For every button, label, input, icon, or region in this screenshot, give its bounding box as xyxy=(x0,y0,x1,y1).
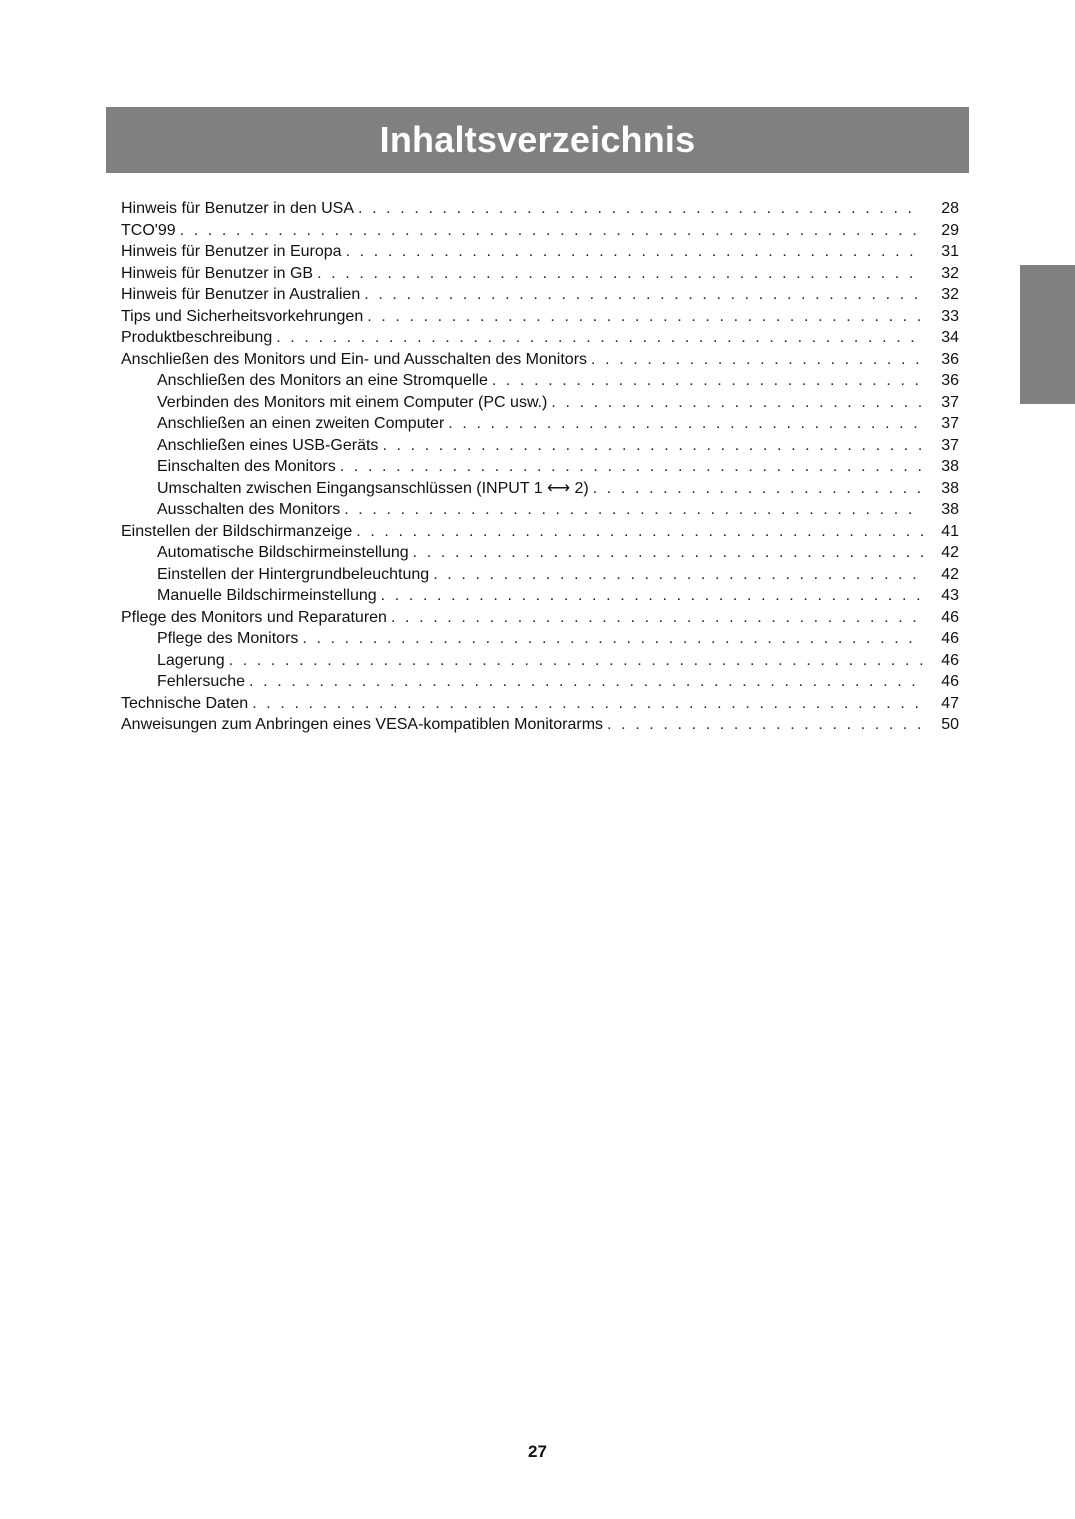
toc-entry-title: Hinweis für Benutzer in Australien xyxy=(121,286,361,303)
toc-entry-page: 37 xyxy=(941,415,959,432)
toc-entry[interactable] xyxy=(121,564,959,586)
toc-entry-page: 28 xyxy=(941,200,959,217)
toc-entry-title: Pflege des Monitors und Reparaturen xyxy=(121,608,387,626)
toc-entry-page: 36 xyxy=(941,350,959,368)
toc-entry-title: Produktbeschreibung xyxy=(121,329,273,346)
dot-leader xyxy=(448,413,923,435)
toc-entry-page: 46 xyxy=(941,673,959,690)
toc-entry-page: 42 xyxy=(941,565,959,583)
toc-entry-page: 32 xyxy=(941,264,959,282)
dot-leader xyxy=(358,198,923,220)
toc-entry-title: Fehlersuche xyxy=(157,673,246,690)
toc-entry-title: Anschließen des Monitors an eine Stromquelle xyxy=(157,372,488,389)
toc-entry-title: Anschließen des Monitors und Ein- und Ausschalten des Monitors xyxy=(121,350,588,368)
toc-entry[interactable] xyxy=(121,585,959,607)
dot-leader xyxy=(367,306,923,328)
toc-entry-page: 37 xyxy=(941,436,959,454)
toc-entry[interactable] xyxy=(121,370,959,392)
toc-entry[interactable] xyxy=(121,714,959,736)
toc-entry-title: Technische Daten xyxy=(121,694,249,712)
dot-leader xyxy=(276,327,923,349)
toc-entry[interactable] xyxy=(121,521,959,543)
toc-entry-page: 36 xyxy=(941,372,959,389)
toc-entry-title: Hinweis für Benutzer in Europa xyxy=(121,243,342,260)
toc-entry[interactable] xyxy=(121,542,959,564)
dot-leader xyxy=(433,564,923,586)
dot-leader xyxy=(551,392,923,414)
toc-entry-page: 41 xyxy=(941,522,959,540)
toc-entry[interactable] xyxy=(121,499,959,521)
dot-leader xyxy=(391,607,923,629)
toc-entry-title: Automatische Bildschirmeinstellung xyxy=(157,544,409,561)
toc-entry-page: 47 xyxy=(941,694,959,712)
toc-entry[interactable] xyxy=(121,628,959,650)
toc-entry-page: 38 xyxy=(941,479,959,497)
dot-leader xyxy=(607,714,923,736)
toc-entry-page: 46 xyxy=(941,630,959,647)
toc-entry-page: 46 xyxy=(941,608,959,626)
dot-leader xyxy=(229,650,923,672)
dot-leader xyxy=(180,220,923,242)
toc-entry-title: Lagerung xyxy=(157,651,225,669)
toc-entry-title: Anschließen eines USB-Geräts xyxy=(157,436,379,454)
toc-entry-title: Umschalten zwischen Eingangsanschlüssen (INPUT 1 ⟷ 2) xyxy=(157,479,589,497)
toc-entry-page: 37 xyxy=(941,393,959,411)
toc-entry-title: Anweisungen zum Anbringen eines VESA-kompatiblen Monitorarms xyxy=(121,716,604,733)
toc-entry[interactable] xyxy=(121,413,959,435)
toc-entry-page: 34 xyxy=(941,329,959,346)
toc-entry-page: 42 xyxy=(941,544,959,561)
toc-entry[interactable] xyxy=(121,435,959,457)
toc-entry[interactable] xyxy=(121,220,959,242)
toc-entry[interactable] xyxy=(121,327,959,349)
dot-leader xyxy=(364,284,923,306)
toc-entry-title: Einschalten des Monitors xyxy=(157,458,336,475)
dot-leader xyxy=(591,349,923,371)
toc-entry[interactable] xyxy=(121,607,959,629)
dot-leader xyxy=(356,521,923,543)
dot-leader xyxy=(340,456,923,478)
dot-leader xyxy=(249,671,923,693)
dot-leader xyxy=(252,693,923,715)
toc-entry-title: TCO'99 xyxy=(121,221,176,239)
toc-entry[interactable] xyxy=(121,456,959,478)
dot-leader xyxy=(382,435,923,457)
toc-entry[interactable] xyxy=(121,671,959,693)
toc-entry-page: 32 xyxy=(941,286,959,303)
toc-entry-title: Einstellen der Hintergrundbeleuchtung xyxy=(157,565,430,583)
dot-leader xyxy=(317,263,923,285)
toc-entry-title: Hinweis für Benutzer in den USA xyxy=(121,200,354,217)
page-title: Inhaltsverzeichnis xyxy=(379,119,696,160)
toc-entry-page: 38 xyxy=(941,458,959,475)
page-number: 27 xyxy=(528,1442,547,1461)
toc-entry-title: Pflege des Monitors xyxy=(157,630,299,647)
toc-entry-page: 31 xyxy=(941,243,959,260)
dot-leader xyxy=(593,478,923,500)
dot-leader xyxy=(413,542,923,564)
toc-entry[interactable] xyxy=(121,392,959,414)
toc-entry-page: 50 xyxy=(941,716,959,733)
dot-leader xyxy=(302,628,923,650)
toc-entry-page: 38 xyxy=(941,501,959,518)
toc-entry[interactable] xyxy=(121,241,959,263)
toc-entry[interactable] xyxy=(121,693,959,715)
toc-entry-title: Hinweis für Benutzer in GB xyxy=(121,264,314,282)
dot-leader xyxy=(346,241,923,263)
toc-entry-title: Einstellen der Bildschirmanzeige xyxy=(121,522,353,540)
toc-entry-page: 43 xyxy=(941,587,959,604)
toc-entry[interactable] xyxy=(121,198,959,220)
toc-entry-title: Tips und Sicherheitsvorkehrungen xyxy=(121,307,364,325)
toc-entry-page: 33 xyxy=(941,307,959,325)
dot-leader xyxy=(492,370,923,392)
toc-entry-page: 46 xyxy=(941,651,959,669)
toc-entry-page: 29 xyxy=(941,221,959,239)
toc-entry-title: Verbinden des Monitors mit einem Computer (PC usw.) xyxy=(157,393,548,411)
toc-entry[interactable] xyxy=(121,478,959,500)
toc-entry[interactable] xyxy=(121,650,959,672)
toc-entry-title: Anschließen an einen zweiten Computer xyxy=(157,415,445,432)
toc-entry[interactable] xyxy=(121,263,959,285)
table-of-contents xyxy=(121,198,959,736)
toc-entry[interactable] xyxy=(121,349,959,371)
title-bar xyxy=(106,107,969,173)
dot-leader xyxy=(381,585,923,607)
dot-leader xyxy=(344,499,923,521)
language-side-tab xyxy=(1020,265,1075,404)
toc-entry-title: Manuelle Bildschirmeinstellung xyxy=(157,587,377,604)
toc-entry-title: Ausschalten des Monitors xyxy=(157,501,341,518)
toc-entry[interactable] xyxy=(121,306,959,328)
toc-entry[interactable] xyxy=(121,284,959,306)
